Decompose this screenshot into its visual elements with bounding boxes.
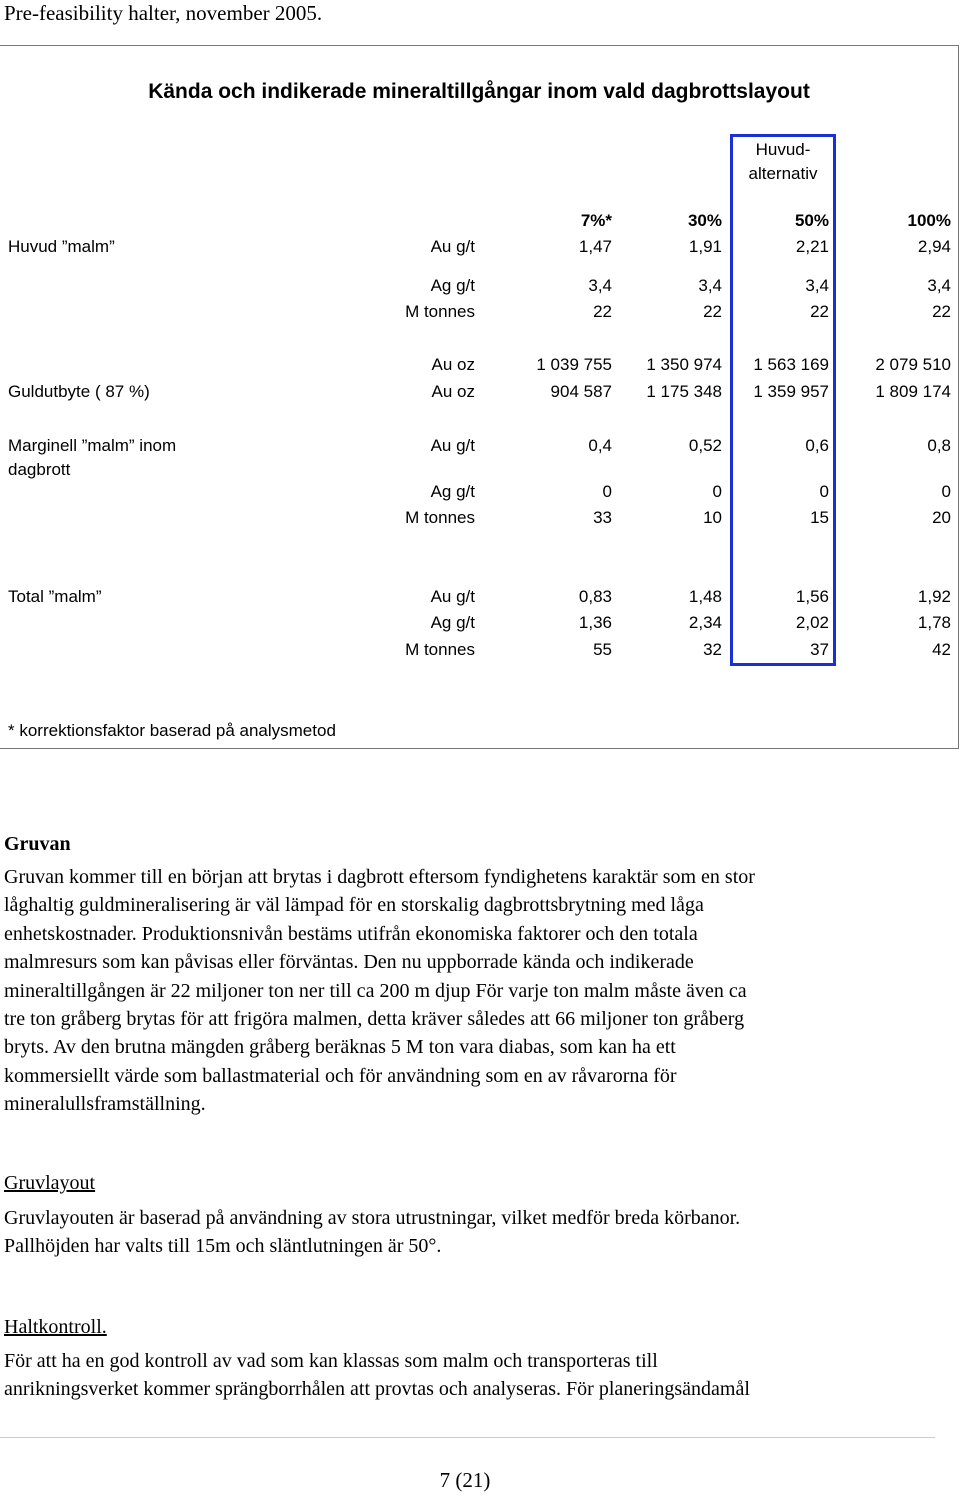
row-unit: M tonnes bbox=[405, 302, 475, 321]
section-heading-gruvlayout: Gruvlayout bbox=[4, 1172, 96, 1194]
paragraph-line: kommersiellt värde som ballastmaterial och för användning som en av råvarorna för bbox=[4, 1064, 677, 1087]
table-cell: 0 bbox=[941, 482, 951, 501]
table-cell: 1,47 bbox=[578, 237, 612, 256]
table-cell: 0,6 bbox=[805, 436, 829, 455]
table-cell: 0,83 bbox=[578, 587, 612, 606]
table-cell: 55 bbox=[593, 640, 612, 659]
paragraph-line: Pallhöjden har valts till 15m och släntlutningen är 50°. bbox=[4, 1235, 442, 1258]
table-cell: 1,91 bbox=[688, 237, 722, 256]
table-cell: 15 bbox=[810, 508, 829, 527]
section-body-gruvan bbox=[4, 863, 934, 1119]
row-unit: Au g/t bbox=[430, 436, 475, 455]
table-cell: 33 bbox=[593, 508, 612, 527]
table-cell: 1 039 755 bbox=[536, 355, 612, 374]
main-alternative-header bbox=[730, 138, 836, 186]
row-unit: Au oz bbox=[431, 355, 475, 374]
table-cell: 22 bbox=[593, 302, 612, 321]
section-heading-gruvan: Gruvan bbox=[4, 833, 71, 855]
table-cell: 32 bbox=[703, 640, 722, 659]
table-cell: 0,8 bbox=[927, 436, 951, 455]
table-cell: 1,78 bbox=[917, 613, 951, 632]
table-cell: 1 350 974 bbox=[646, 355, 722, 374]
row-unit: Ag g/t bbox=[430, 482, 475, 501]
table-cell: 0 bbox=[712, 482, 722, 501]
column-header-7: 7%* bbox=[580, 211, 612, 230]
table-cell: 1,48 bbox=[688, 587, 722, 606]
page-number: 7 (21) bbox=[439, 1468, 491, 1492]
row-unit: Au oz bbox=[431, 382, 475, 401]
main-alternative-header-line1: Huvud- bbox=[755, 140, 811, 159]
table-cell: 2 079 510 bbox=[875, 355, 951, 374]
mineral-resources-table bbox=[0, 45, 959, 749]
paragraph-line: enhetskostnader. Produktionsnivån bestäms utifrån ekonomiska faktorer och den totala bbox=[4, 922, 698, 945]
table-title: Kända och indikerade mineraltillgångar inom vald dagbrottslayout bbox=[148, 80, 810, 103]
table-cell: 1 359 957 bbox=[753, 382, 829, 401]
table-cell: 0 bbox=[819, 482, 829, 501]
row-unit: Au g/t bbox=[430, 237, 475, 256]
table-cell: 3,4 bbox=[927, 276, 951, 295]
row-label-marginell: Marginell ”malm” inom dagbrott bbox=[8, 436, 177, 479]
row-unit: M tonnes bbox=[405, 640, 475, 659]
table-cell: 1,92 bbox=[917, 587, 951, 606]
paragraph-line: För att ha en god kontroll av vad som kan klassas som malm och transporteras till bbox=[4, 1350, 658, 1372]
table-cell: 3,4 bbox=[588, 276, 612, 295]
paragraph-line: Gruvan kommer till en början att brytas i dagbrott eftersom fyndighetens karaktär som en stor bbox=[4, 866, 755, 888]
table-cell: 42 bbox=[932, 640, 951, 659]
table-cell: 22 bbox=[703, 302, 722, 321]
table-cell: 2,21 bbox=[795, 237, 829, 256]
main-alternative-header-line2: alternativ bbox=[748, 164, 818, 183]
column-header-30: 30% bbox=[687, 211, 722, 230]
paragraph-line: anrikningsverket kommer sprängborrhålen att provtas och analyseras. För planeringsändamål bbox=[4, 1378, 750, 1401]
table-cell: 3,4 bbox=[805, 276, 829, 295]
table-cell: 2,02 bbox=[795, 613, 829, 632]
paragraph-line: Gruvlayouten är baserad på användning av stora utrustningar, vilket medför breda körbanor. bbox=[4, 1207, 741, 1229]
section-body-gruvlayout bbox=[4, 1204, 934, 1261]
table-cell: 1,36 bbox=[578, 613, 612, 632]
table-cell: 0,52 bbox=[688, 436, 722, 455]
table-cell: 20 bbox=[932, 508, 951, 527]
paragraph-line: malmresurs som kan påvisas eller förväntas. Den nu uppborrade kända och indikerade bbox=[4, 951, 694, 974]
row-unit: M tonnes bbox=[405, 508, 475, 527]
section-body-haltkontroll bbox=[4, 1347, 934, 1404]
column-header-50: 50% bbox=[794, 211, 829, 230]
column-header-100: 100% bbox=[907, 211, 951, 230]
section-heading-haltkontroll: Haltkontroll. bbox=[4, 1316, 107, 1338]
table-cell: 10 bbox=[703, 508, 722, 527]
table-cell: 1,56 bbox=[795, 587, 829, 606]
document-header: Pre-feasibility halter, november 2005. bbox=[4, 1, 323, 25]
row-unit: Ag g/t bbox=[430, 613, 475, 632]
table-cell: 3,4 bbox=[698, 276, 722, 295]
row-label-guldutbyte: Guldutbyte ( 87 %) bbox=[8, 382, 150, 401]
paragraph-line: mineralullsframställning. bbox=[4, 1093, 206, 1116]
paragraph-line: låghaltig guldmineralisering är väl lämpad för en storskalig dagbrottsbrytning med låga bbox=[4, 894, 704, 917]
table-cell: 0 bbox=[602, 482, 612, 501]
table-footnote: * korrektionsfaktor baserad på analysmetod bbox=[8, 721, 336, 740]
table-cell: 1 563 169 bbox=[753, 355, 829, 374]
table-cell: 904 587 bbox=[550, 382, 612, 401]
table-cell: 22 bbox=[810, 302, 829, 321]
paragraph-line: tre ton gråberg brytas för att frigöra malmen, detta kräver således att 66 miljoner ton gråberg bbox=[4, 1008, 745, 1031]
footer-divider bbox=[0, 1437, 935, 1438]
row-label-total: Total ”malm” bbox=[8, 587, 102, 606]
row-unit: Ag g/t bbox=[430, 276, 475, 295]
table-cell: 37 bbox=[810, 640, 829, 659]
row-unit: Au g/t bbox=[430, 587, 475, 606]
table-cell: 0,4 bbox=[588, 436, 612, 455]
paragraph-line: mineraltillgången är 22 miljoner ton ner till ca 200 m djup För varje ton malm måste även ca bbox=[4, 979, 747, 1002]
table-cell: 2,94 bbox=[917, 237, 951, 256]
row-label-huvudmalm: Huvud ”malm” bbox=[8, 237, 115, 256]
table-cell: 2,34 bbox=[688, 613, 722, 632]
table-cell: 1 175 348 bbox=[646, 382, 722, 401]
paragraph-line: bryts. Av den brutna mängden gråberg beräknas 5 M ton vara diabas, som kan ha ett bbox=[4, 1036, 676, 1059]
table-cell: 1 809 174 bbox=[875, 382, 951, 401]
table-cell: 22 bbox=[932, 302, 951, 321]
